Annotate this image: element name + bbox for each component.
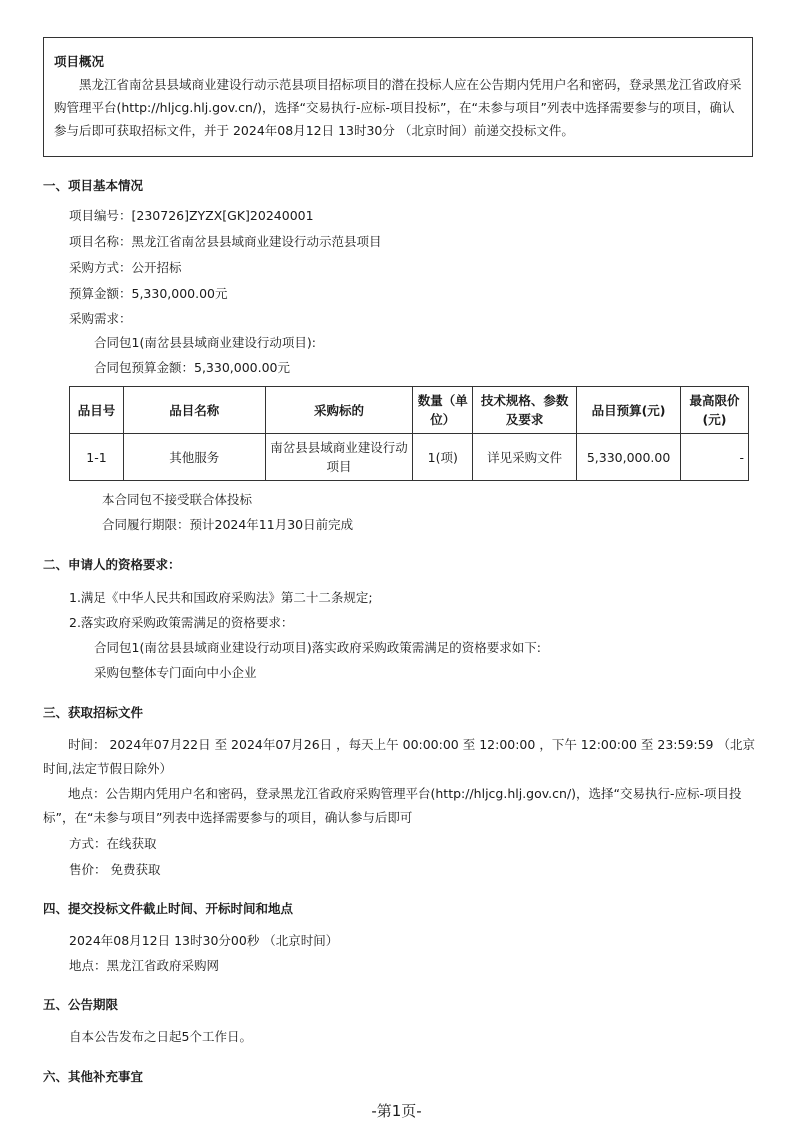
table-row xyxy=(70,434,749,481)
requirement-1: 1.满足《中华人民共和国政府采购法》第二十二条规定; xyxy=(69,590,373,605)
table-header-row xyxy=(70,387,749,434)
table-cell: 1(项) xyxy=(413,434,473,481)
table-cell: 5,330,000.00 xyxy=(577,434,681,481)
table-header-cell: 最高限价(元) xyxy=(681,387,749,434)
overview-box xyxy=(43,37,753,157)
table-header-cell: 技术规格、参数及要求 xyxy=(473,387,577,434)
package-budget: 合同包预算金额：5,330,000.00元 xyxy=(94,360,290,375)
overview-text: 黑龙江省南岔县县域商业建设行动示范县项目招标项目的潜在投标人应在公告期内凭用户名和密码，登录黑龙江省政府采购管理平台(http://hljcg.hlj.gov.cn/)，选择“交易执行-应标-项目投标”，在“未参与项目”列表中选择需要参与的项目，确认参与后即可获取招标文件，并于 2024年08月12日 13时30分 （北京时间）前递交投标文件。 xyxy=(54,77,742,138)
table-header-cell: 数量（单位） xyxy=(413,387,473,434)
announcement-period: 自本公告发布之日起5个工作日。 xyxy=(69,1029,252,1044)
project-number: 项目编号：[230726]ZYZX[GK]20240001 xyxy=(69,208,314,223)
items-table xyxy=(69,386,749,481)
acquire-price: 售价： 免费获取 xyxy=(69,862,161,877)
table-cell: 1-1 xyxy=(70,434,124,481)
requirement-2: 2.落实政府采购政策需满足的资格要求： xyxy=(69,615,294,630)
page-number: -第1页- xyxy=(371,1102,422,1120)
budget-amount: 预算金额：5,330,000.00元 xyxy=(69,286,228,301)
acquire-place: 地点：公告期内凭用户名和密码，登录黑龙江省政府采购管理平台(http://hljcg.hlj.gov.cn/)，选择“交易执行-应标-项目投标”，在“未参与项目”列表中选择需要参与的项目，确认参与后即可 xyxy=(43,786,742,825)
table-cell: 其他服务 xyxy=(123,434,265,481)
procurement-method: 采购方式：公开招标 xyxy=(69,260,182,275)
acquire-time: 时间： 2024年07月22日 至 2024年07月26日 ，每天上午 00:00:00 至 12:00:00 ，下午 12:00:00 至 23:59:59 （北京时间,法定节假日除外） xyxy=(43,737,755,776)
table-cell: - xyxy=(681,434,749,481)
submission-deadline: 2024年08月12日 13时30分00秒 （北京时间） xyxy=(69,933,339,948)
table-header-cell: 品目名称 xyxy=(123,387,265,434)
table-cell: 南岔县县域商业建设行动项目 xyxy=(265,434,413,481)
submission-place: 地点：黑龙江省政府采购网 xyxy=(69,958,220,973)
no-consortium-note: 本合同包不接受联合体投标 xyxy=(102,492,253,507)
section-3-heading: 三、获取招标文件 xyxy=(43,705,144,720)
table-header-cell: 品目号 xyxy=(70,387,124,434)
procurement-needs-label: 采购需求： xyxy=(69,311,132,326)
overview-title: 项目概况 xyxy=(54,54,105,69)
section-4-heading: 四、提交投标文件截止时间、开标时间和地点 xyxy=(43,901,294,916)
section-6-heading: 六、其他补充事宜 xyxy=(43,1069,144,1084)
contract-package: 合同包1(南岔县县域商业建设行动项目): xyxy=(94,335,316,350)
section-1-heading: 一、项目基本情况 xyxy=(43,178,144,193)
section-5-heading: 五、公告期限 xyxy=(43,997,119,1012)
requirement-2-package: 合同包1(南岔县县域商业建设行动项目)落实政府采购政策需满足的资格要求如下: xyxy=(94,640,541,655)
project-name: 项目名称：黑龙江省南岔县县域商业建设行动示范县项目 xyxy=(69,234,382,249)
table-header-cell: 品目预算(元) xyxy=(577,387,681,434)
contract-period: 合同履行期限：预计2024年11月30日前完成 xyxy=(102,517,354,532)
acquire-way: 方式：在线获取 xyxy=(69,836,157,851)
table-header-cell: 采购标的 xyxy=(265,387,413,434)
requirement-2-detail: 采购包整体专门面向中小企业 xyxy=(94,665,257,680)
table-cell: 详见采购文件 xyxy=(473,434,577,481)
section-2-heading: 二、申请人的资格要求： xyxy=(43,557,181,572)
